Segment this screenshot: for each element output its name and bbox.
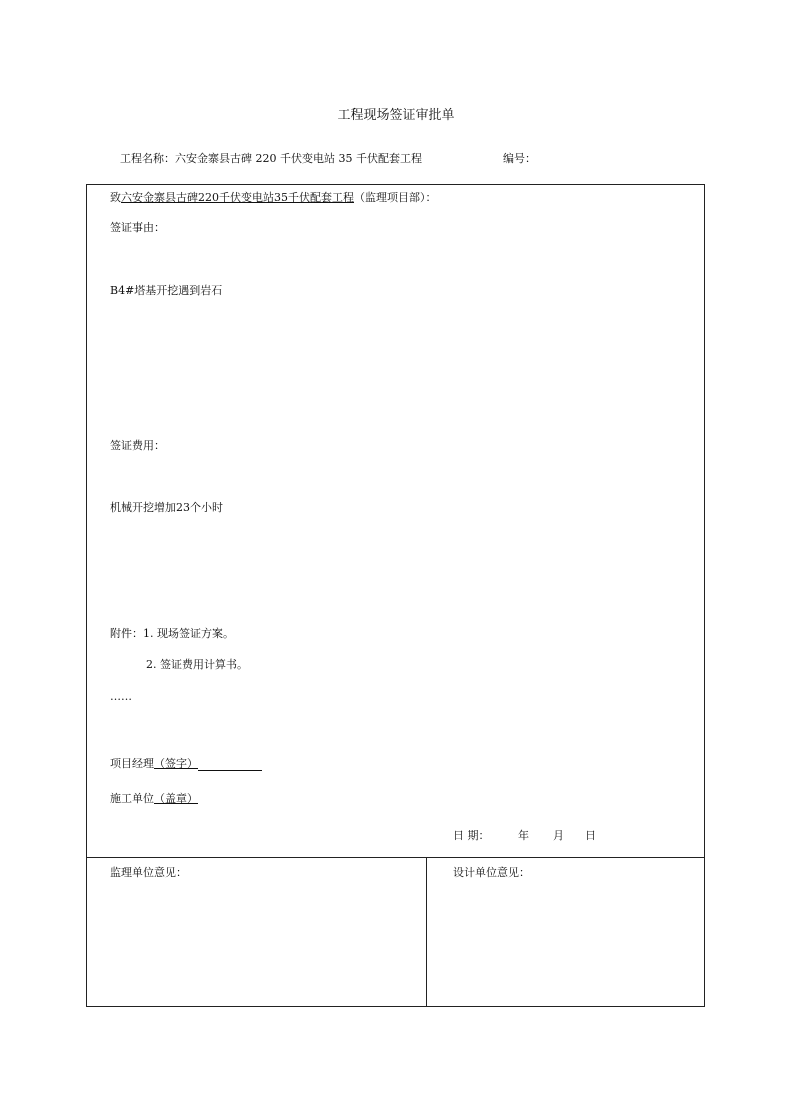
pm-sign-hint: （签字） bbox=[154, 757, 198, 770]
addressee-name: 六安金寨县古碑220千伏变电站35千伏配套工程 bbox=[121, 191, 354, 204]
addressee-suffix: （监理项目部）： bbox=[354, 191, 437, 204]
supervision-opinion-label: 监理单位意见： bbox=[110, 866, 187, 879]
attachments-line-1 bbox=[110, 625, 234, 641]
reason-label: 签证事由： bbox=[110, 221, 165, 234]
design-opinion-label: 设计单位意见： bbox=[453, 866, 530, 879]
date-year: 年 bbox=[518, 829, 529, 842]
cost-content: 机械开挖增加23个小时 bbox=[110, 501, 223, 514]
reason-content: B4#塔基开挖遇到岩石 bbox=[110, 284, 223, 297]
project-name-value: 六安金寨县古碑 220 千伏变电站 35 千伏配套工程 bbox=[175, 152, 422, 165]
opinion-divider-vertical bbox=[426, 857, 427, 1007]
project-name-label: 工程名称： bbox=[120, 152, 175, 165]
unit-label: 施工单位 bbox=[110, 792, 154, 805]
addressee-line bbox=[110, 189, 437, 205]
cost-label: 签证费用： bbox=[110, 439, 165, 452]
project-name-row bbox=[120, 150, 422, 166]
number-label: 编号： bbox=[503, 152, 536, 165]
pm-label: 项目经理 bbox=[110, 757, 154, 770]
attachment-item-2: 2. 签证费用计算书。 bbox=[146, 658, 248, 671]
attachment-item-1: 1. 现场签证方案。 bbox=[143, 627, 234, 640]
form-frame bbox=[86, 184, 705, 1007]
attachments-label: 附件： bbox=[110, 627, 143, 640]
page-title: 工程现场签证审批单 bbox=[337, 108, 455, 123]
attachments-more: …… bbox=[110, 690, 132, 703]
pm-signature-row bbox=[110, 755, 262, 771]
unit-seal-hint: （盖章） bbox=[154, 792, 198, 805]
date-month: 月 bbox=[553, 829, 564, 842]
date-day: 日 bbox=[585, 829, 596, 842]
pm-sign-line bbox=[198, 758, 262, 771]
date-label: 日 期： bbox=[453, 829, 490, 842]
unit-seal-row bbox=[110, 790, 198, 806]
addressee-prefix: 致 bbox=[110, 191, 121, 204]
opinion-divider-horizontal bbox=[86, 857, 705, 858]
